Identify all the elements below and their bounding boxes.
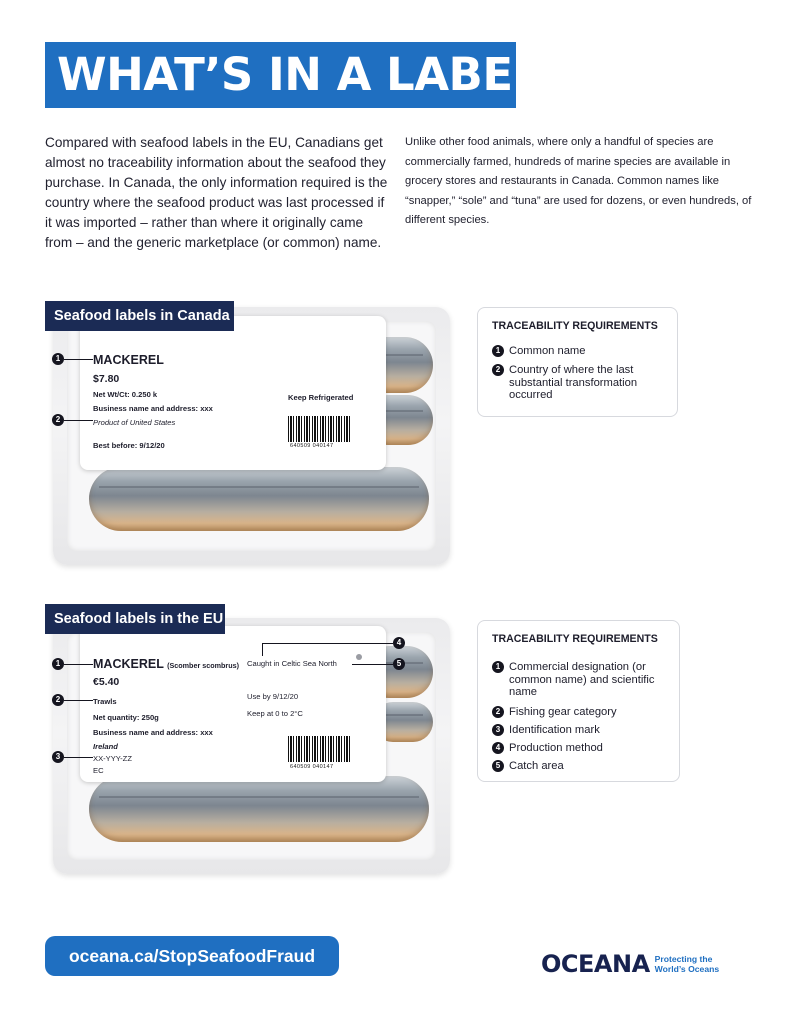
scientific-name: (Scomber scombrus) bbox=[167, 661, 239, 670]
eu-section-tab: Seafood labels in the EU bbox=[45, 604, 225, 634]
barcode-image bbox=[288, 416, 350, 442]
product-price: $7.80 bbox=[93, 373, 120, 385]
requirement-number: 2 bbox=[492, 364, 504, 376]
requirement-number: 3 bbox=[492, 724, 504, 736]
marker-1: 1 bbox=[52, 353, 64, 365]
storage-instruction: Keep at 0 to 2°C bbox=[247, 709, 303, 718]
intro-right-paragraph: Unlike other food animals, where only a handful of species are commercially farmed, hundreds of marine species are available in grocery stores and restaurants in Canada. Common names like “snapper,” “sole” and “tuna” are used for dozens, or even hundreds, of different species. bbox=[405, 136, 752, 226]
product-name bbox=[93, 657, 239, 671]
requirement-text: Production method bbox=[509, 742, 603, 754]
product-common-name: MACKEREL bbox=[93, 657, 164, 671]
requirements-title: TRACEABILITY REQUIREMENTS bbox=[492, 320, 658, 332]
leader-line bbox=[262, 643, 263, 656]
requirement-number: 4 bbox=[492, 742, 504, 754]
requirement-number: 1 bbox=[492, 661, 504, 673]
leader-line bbox=[352, 664, 393, 665]
requirement-item bbox=[492, 706, 672, 719]
canada-section-tab: Seafood labels in Canada bbox=[45, 301, 234, 331]
requirement-item bbox=[492, 760, 672, 773]
net-weight: Net Wt/Ct: 0.250 k bbox=[93, 390, 158, 399]
leader-line bbox=[262, 643, 393, 644]
requirement-item bbox=[492, 345, 672, 358]
fish-fillet bbox=[89, 776, 429, 842]
business-info: Business name and address: xxx bbox=[93, 728, 213, 737]
marker-4: 4 bbox=[393, 637, 405, 649]
canada-requirements-box bbox=[477, 307, 678, 417]
requirements-title: TRACEABILITY REQUIREMENTS bbox=[492, 633, 658, 645]
leader-line bbox=[64, 664, 93, 665]
storage-instruction: Keep Refrigerated bbox=[288, 393, 354, 402]
requirement-text: Catch area bbox=[509, 760, 564, 772]
eu-requirements-box bbox=[477, 620, 680, 782]
seal-dot bbox=[356, 654, 362, 660]
requirement-text: Fishing gear category bbox=[509, 706, 617, 718]
id-country: Ireland bbox=[93, 742, 118, 751]
net-quantity: Net quantity: 250g bbox=[93, 713, 159, 722]
product-price: €5.40 bbox=[93, 676, 120, 688]
leader-line bbox=[64, 700, 93, 701]
marker-5: 5 bbox=[393, 658, 405, 670]
fish-fillet bbox=[89, 467, 429, 531]
requirement-text: Commercial designation (or common name) and scientific name bbox=[509, 661, 655, 698]
eu-label-card bbox=[80, 626, 386, 782]
marker-2: 2 bbox=[52, 694, 64, 706]
page-title: WHAT’S IN A LABEL? bbox=[57, 48, 567, 101]
canada-label-card bbox=[80, 316, 386, 470]
requirement-number: 2 bbox=[492, 706, 504, 718]
requirement-item bbox=[492, 364, 667, 402]
requirement-number: 5 bbox=[492, 760, 504, 772]
catch-area: Caught in Celtic Sea North bbox=[247, 659, 337, 668]
requirement-item bbox=[492, 742, 672, 755]
intro-left-paragraph: Compared with seafood labels in the EU, Canadians get almost no traceability information about the seafood they purchase. In Canada, the only information required is the country where the seafood product was last processed if it was imported – rather than where it originally came from – and the generic marketplace (or common) name. bbox=[45, 135, 388, 250]
leader-line bbox=[64, 757, 93, 758]
id-ec: EC bbox=[93, 766, 104, 775]
marker-2: 2 bbox=[52, 414, 64, 426]
use-by-date: Use by 9/12/20 bbox=[247, 692, 299, 701]
requirement-number: 1 bbox=[492, 345, 504, 357]
requirement-item bbox=[492, 724, 672, 737]
title-banner bbox=[45, 42, 567, 108]
requirement-text: Country of where the last substantial transformation occurred bbox=[509, 364, 638, 401]
requirement-item bbox=[492, 661, 662, 699]
leader-line bbox=[64, 420, 93, 421]
logo-tagline: Protecting the World’s Oceans bbox=[654, 954, 720, 974]
business-info: Business name and address: xxx bbox=[93, 404, 213, 413]
best-before-date: Best before: 9/12/20 bbox=[93, 441, 165, 450]
barcode-number: 640509 040147 bbox=[290, 764, 334, 770]
requirement-text: Identification mark bbox=[509, 724, 600, 736]
id-code: XX-YYY-ZZ bbox=[93, 754, 132, 763]
leader-line bbox=[64, 359, 93, 360]
product-origin: Product of United States bbox=[93, 418, 176, 427]
campaign-url-link[interactable]: oceana.ca/StopSeafoodFraud bbox=[45, 936, 339, 976]
oceana-logo bbox=[541, 952, 730, 976]
requirement-text: Common name bbox=[509, 345, 586, 357]
barcode-image bbox=[288, 736, 350, 762]
logo-wordmark: OCEANA bbox=[541, 950, 650, 978]
barcode-number: 640509 040147 bbox=[290, 443, 334, 449]
marker-1: 1 bbox=[52, 658, 64, 670]
product-name: MACKEREL bbox=[93, 353, 164, 367]
marker-3: 3 bbox=[52, 751, 64, 763]
fishing-gear: Trawls bbox=[93, 697, 117, 706]
